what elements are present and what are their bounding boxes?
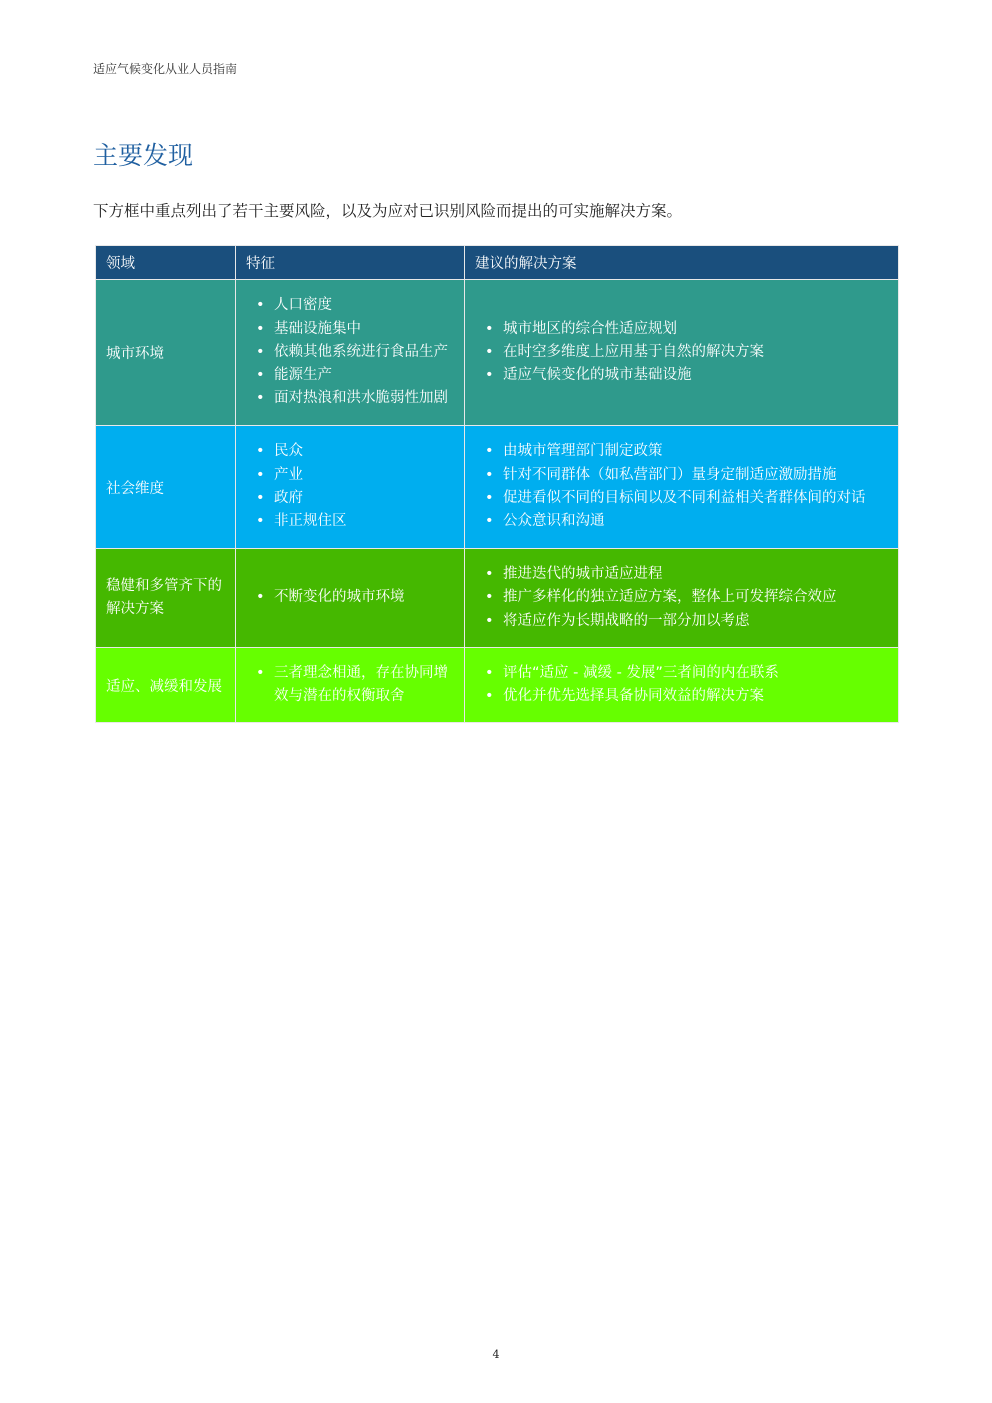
list-item: • 由城市管理部门制定政策 — [475, 440, 888, 463]
features-cell — [236, 648, 465, 723]
list-item: • 针对不同群体（如私营部门）量身定制适应激励措施 — [475, 464, 888, 487]
list-item: • 不断变化的城市环境 — [246, 586, 454, 609]
features-list — [246, 586, 454, 609]
table-header-row — [96, 246, 899, 280]
list-item: • 非正规住区 — [246, 510, 454, 533]
list-item: • 公众意识和沟通 — [475, 510, 888, 533]
domain-cell: 社会维度 — [96, 426, 236, 549]
features-list — [246, 440, 454, 533]
list-item: • 优化并优先选择具备协同效益的解决方案 — [475, 685, 888, 708]
domain-cell: 稳健和多管齐下的解决方案 — [96, 549, 236, 648]
findings-table — [95, 245, 899, 723]
domain-cell: 城市环境 — [96, 280, 236, 426]
list-item: • 三者理念相通，存在协同增效与潜在的权衡取舍 — [246, 662, 454, 709]
page-number: 4 — [492, 1348, 500, 1361]
solutions-list — [475, 318, 888, 388]
features-list — [246, 662, 454, 709]
solutions-cell — [465, 426, 899, 549]
table-row — [96, 549, 899, 648]
running-header: 适应气候变化从业人员指南 — [93, 62, 238, 76]
header-solutions: 建议的解决方案 — [465, 246, 899, 280]
list-item: • 基础设施集中 — [246, 318, 454, 341]
domain-cell: 适应、减缓和发展 — [96, 648, 236, 723]
list-item: • 评估“适应 - 减缓 - 发展”三者间的内在联系 — [475, 662, 888, 685]
list-item: • 依赖其他系统进行食品生产 — [246, 341, 454, 364]
page-title: 主要发现 — [93, 141, 194, 170]
list-item: • 人口密度 — [246, 294, 454, 317]
list-item: • 将适应作为长期战略的一部分加以考虑 — [475, 610, 888, 633]
solutions-cell — [465, 648, 899, 723]
solutions-cell — [465, 280, 899, 426]
list-item: • 促进看似不同的目标间以及不同利益相关者群体间的对话 — [475, 487, 888, 510]
table-row — [96, 280, 899, 426]
header-features: 特征 — [236, 246, 465, 280]
list-item: • 适应气候变化的城市基础设施 — [475, 364, 888, 387]
solutions-list — [475, 440, 888, 533]
features-cell — [236, 549, 465, 648]
table-row — [96, 426, 899, 549]
features-cell — [236, 426, 465, 549]
list-item: • 产业 — [246, 464, 454, 487]
intro-paragraph: 下方框中重点列出了若干主要风险，以及为应对已识别风险而提出的可实施解决方案。 — [93, 202, 683, 220]
features-cell — [236, 280, 465, 426]
list-item: • 政府 — [246, 487, 454, 510]
list-item: • 在时空多维度上应用基于自然的解决方案 — [475, 341, 888, 364]
list-item: • 民众 — [246, 440, 454, 463]
features-list — [246, 294, 454, 410]
list-item: • 能源生产 — [246, 364, 454, 387]
list-item: • 推广多样化的独立适应方案，整体上可发挥综合效应 — [475, 586, 888, 609]
list-item: • 城市地区的综合性适应规划 — [475, 318, 888, 341]
table-row — [96, 648, 899, 723]
list-item: • 推进迭代的城市适应进程 — [475, 563, 888, 586]
solutions-cell — [465, 549, 899, 648]
solutions-list — [475, 662, 888, 709]
header-domain: 领域 — [96, 246, 236, 280]
list-item: • 面对热浪和洪水脆弱性加剧 — [246, 387, 454, 410]
solutions-list — [475, 563, 888, 633]
